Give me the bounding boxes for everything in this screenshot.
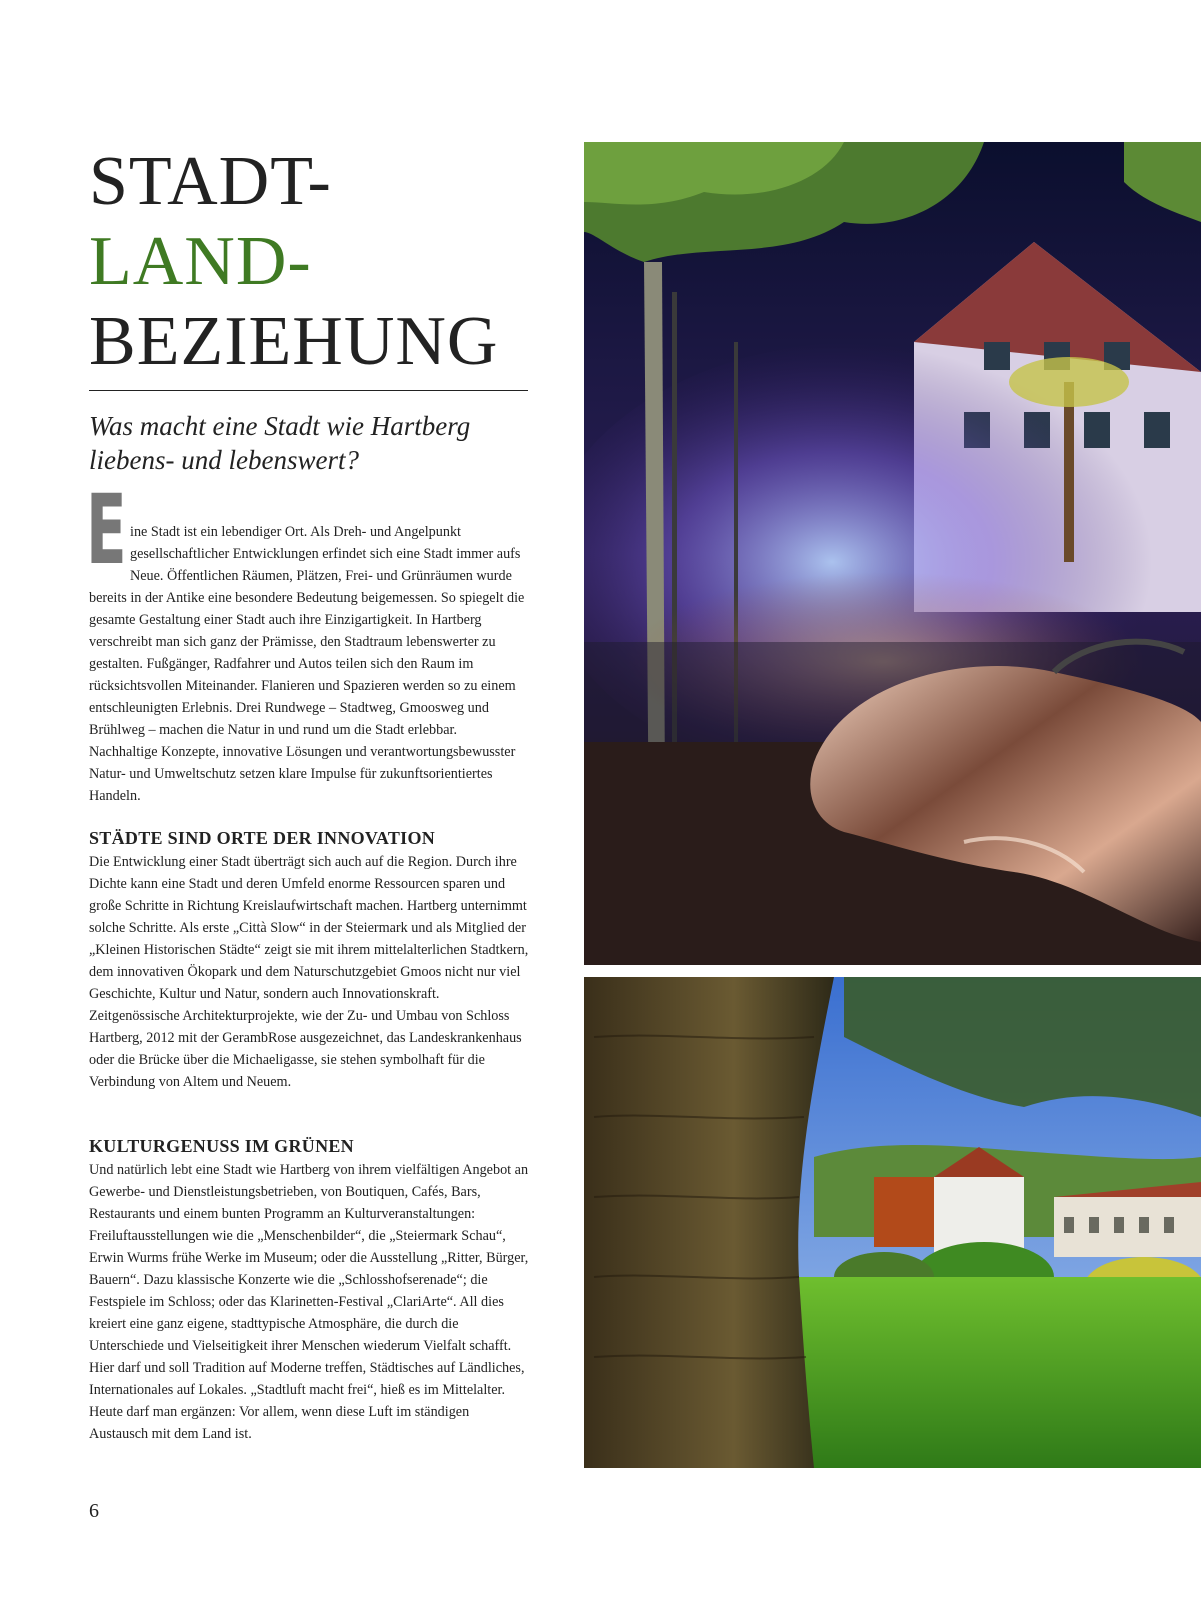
title-divider	[89, 390, 528, 391]
photo-castle-garden	[584, 977, 1201, 1468]
intro-paragraph	[86, 474, 529, 807]
intro-text: ine Stadt ist ein lebendiger Ort. Als Dreh- und Angelpunkt gesellschaftlicher Entwicklungen erfindet sich eine Stadt immer aufs Neue. Öffentlichen Räumen, Plätzen, Frei- und Grünräumen wurde bereits in der Antike eine besondere Bedeutung beigemessen. So spiegelt die gesamte Gestaltung einer Stadt auch ihre Einzigartigkeit. In Hartberg verschreibt man sich ganz der Prämisse, den Stadtraum lebenswerter zu gestalten. Fußgänger, Radfahrer und Autos teilen sich den Raum im rücksichtsvollen Miteinander. Flanieren und Spazieren werden so zu einem entschleunigten Erlebnis. Drei Rundwege – Stadtweg, Gmoosweg und Brühlweg – machen die Natur in und rund um die Stadt erlebbar. Nachhaltige Konzepte, innovative Lösungen und verantwortungsbewusster Natur- und Umweltschutz setzen klare Impulse für zukunftsorientiertes Handeln.	[89, 524, 525, 804]
page-number: 6	[89, 1500, 99, 1522]
title-line-1: STADT-	[89, 143, 332, 220]
section-heading-innovation: STÄDTE SIND ORTE DER INNOVATION	[89, 828, 436, 848]
title-line-2: LAND-	[89, 223, 312, 300]
section-text-innovation: Die Entwicklung einer Stadt überträgt sich auch auf die Region. Durch ihre Dichte kann eine Stadt und deren Umfeld enorme Ressourcen sparen und große Schritte in Richtung Kreislaufwirtschaft machen. Hartberg unternimmt solche Schritte. Als erste „Città Slow“ in der Steiermark und als Mitglied der „Kleinen Historischen Städte“ zeigt sie mit ihrem mittelalterlichen Stadtkern, dem innovativen Ökopark und dem Naturschutzgebiet Gmoos nicht nur viel Geschichte, Kultur und Natur, sondern auch Innovationskraft. Zeitgenössische Architekturprojekte, wie der Zu- und Umbau von Schloss Hartberg, 2012 mit der GerambRose ausgezeichnet, das Landeskrankenhaus oder die Brücke über die Michaeligasse, sie stehen symbolhaft für die Verbindung von Altem und Neuem.	[89, 854, 529, 1090]
title-line-3: BEZIEHUNG	[89, 303, 499, 380]
section-text-kultur: Und natürlich lebt eine Stadt wie Hartberg von ihrem vielfältigen Angebot an Gewerbe- und Dienstleistungsbetrieben, von Boutiquen, Cafés, Bars, Restaurants und einem bunten Programm an Kulturveranstaltungen: Freiluftausstellungen wie die „Menschenbilder“, die „Steiermark Schau“, Erwin Wurms frühe Werke im Museum; oder die Ausstellung „Ritter, Bürger, Bauern“. Dazu klassische Konzerte wie die „Schlosshofserenade“; die Festspiele im Schloss; oder das Klarinetten-Festival „ClariArte“. All dies kreiert eine ganz eigene, stadttypische Atmosphäre, die durch die Unterschiede und Vielseitigkeit ihrer Menschen wiederum Vielfalt schafft. Hier darf und soll Tradition auf Moderne treffen, Städtisches auf Ländliches, Internationales auf Lokales. „Stadtluft macht frei“, hieß es im Mittelalter. Heute darf man ergänzen: Vor allem, wenn diese Luft im ständigen Austausch mit dem Land ist.	[89, 1162, 529, 1442]
section-heading-kultur: KULTURGENUSS IM GRÜNEN	[89, 1136, 354, 1156]
photo-night-square	[584, 142, 1201, 965]
drop-cap: E	[86, 474, 127, 586]
article-title	[89, 142, 549, 382]
article-subtitle: Was macht eine Stadt wie Hartberg liebens- und lebenswert?	[89, 411, 471, 475]
